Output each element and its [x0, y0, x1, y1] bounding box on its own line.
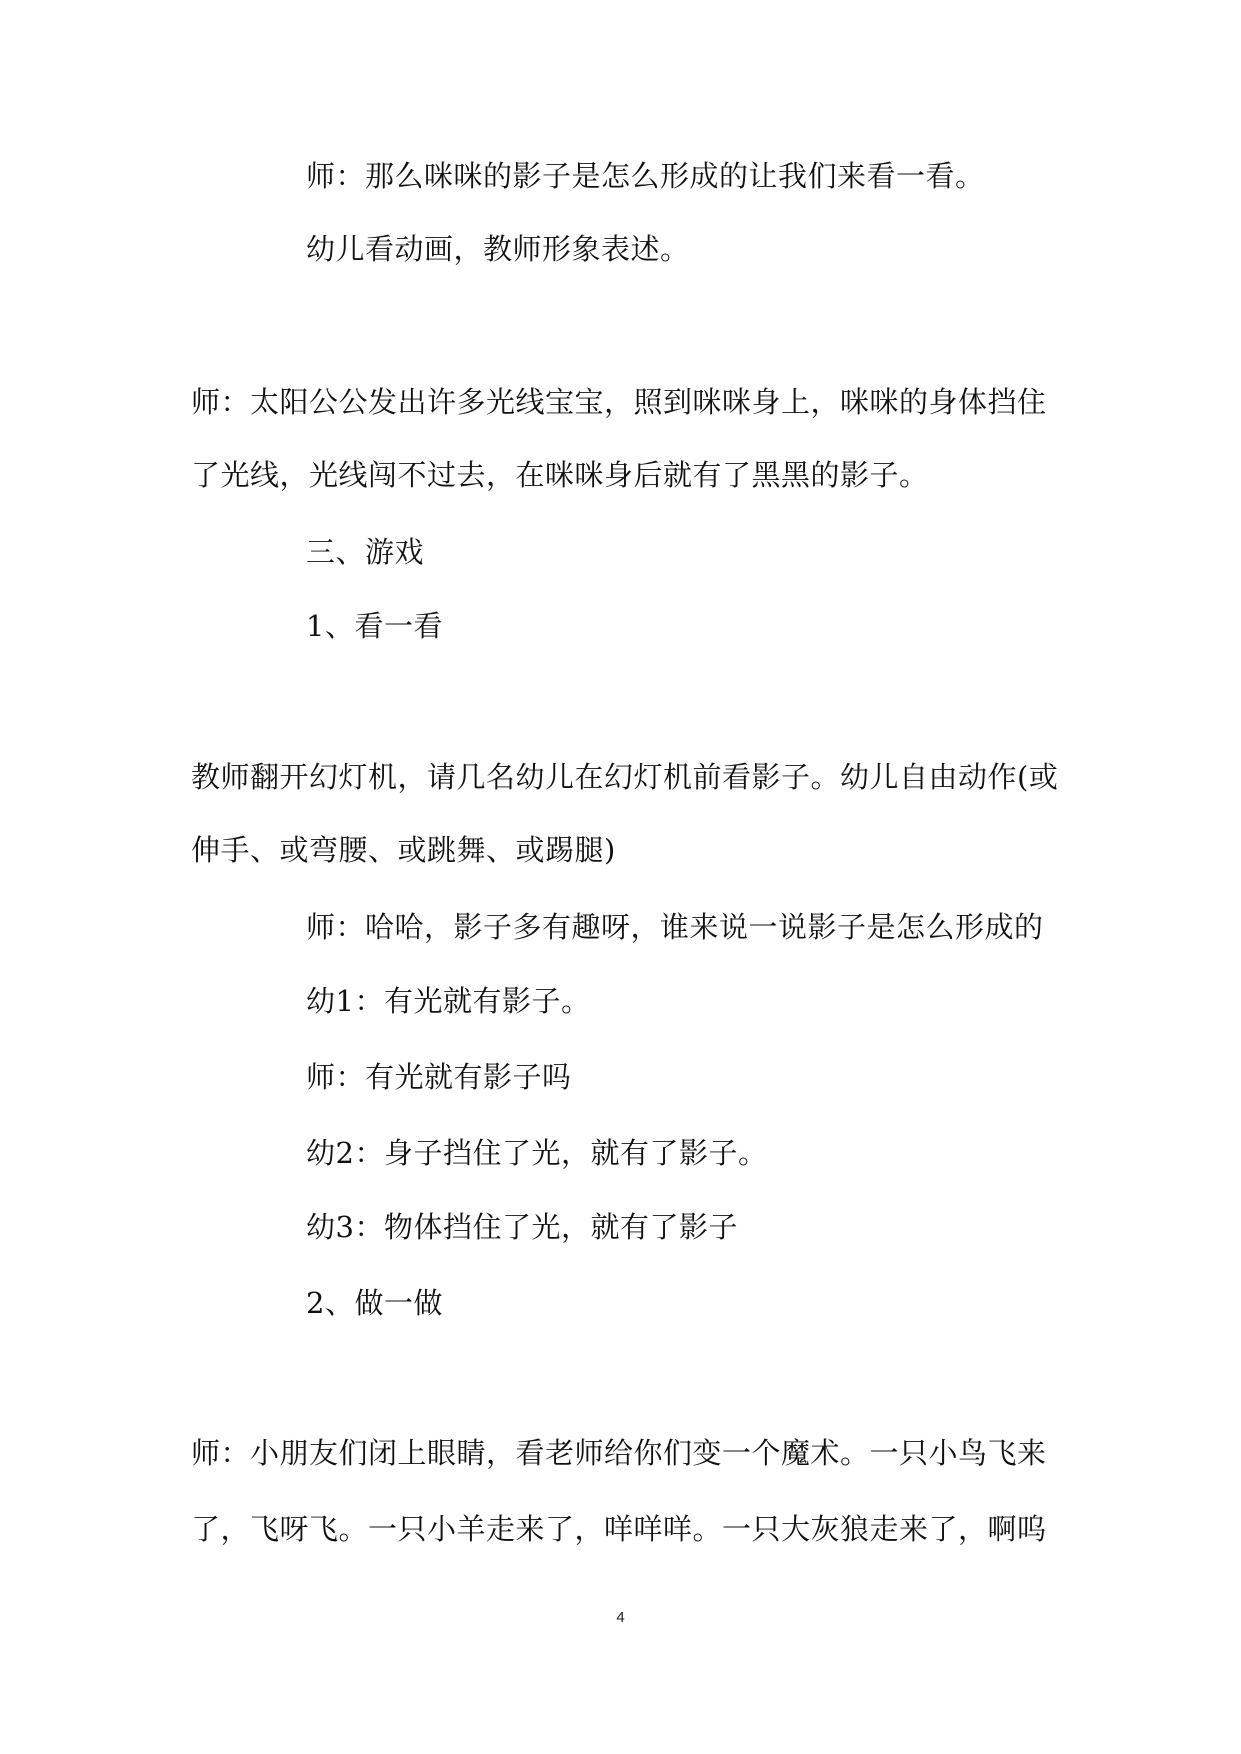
paragraph-line: 师：有光就有影子吗: [306, 1060, 572, 1094]
paragraph-line: 幼儿看动画，教师形象表述。: [306, 232, 690, 266]
paragraph-line: 师：那么咪咪的影子是怎么形成的让我们来看一看。: [306, 159, 985, 193]
paragraph-line: 师：小朋友们闭上眼睛，看老师给你们变一个魔术。一只小鸟飞来: [191, 1436, 1047, 1470]
paragraph-line: 师：哈哈，影子多有趣呀，谁来说一说影子是怎么形成的: [306, 910, 1044, 944]
paragraph-line: 幼3：物体挡住了光，就有了影子: [306, 1210, 738, 1244]
page-number: 4: [616, 1609, 625, 1626]
paragraph-line: 了光线，光线闯不过去，在咪咪身后就有了黑黑的影子。: [191, 458, 929, 492]
subsection-heading: 2、做一做: [306, 1286, 443, 1320]
paragraph-line: 幼2：身子挡住了光，就有了影子。: [306, 1136, 768, 1170]
subsection-heading: 1、看一看: [306, 609, 443, 643]
paragraph-line: 伸手、或弯腰、或跳舞、或踢腿): [191, 833, 616, 867]
paragraph-line: 教师翻开幻灯机，请几名幼儿在幻灯机前看影子。幼儿自由动作(或: [191, 760, 1059, 794]
paragraph-line: 了，飞呀飞。一只小羊走来了，咩咩咩。一只大灰狼走来了，啊呜: [191, 1512, 1047, 1546]
paragraph-line: 幼1：有光就有影子。: [306, 984, 591, 1018]
paragraph-line: 师：太阳公公发出许多光线宝宝，照到咪咪身上，咪咪的身体挡住: [191, 385, 1047, 419]
section-heading: 三、游戏: [306, 535, 425, 569]
